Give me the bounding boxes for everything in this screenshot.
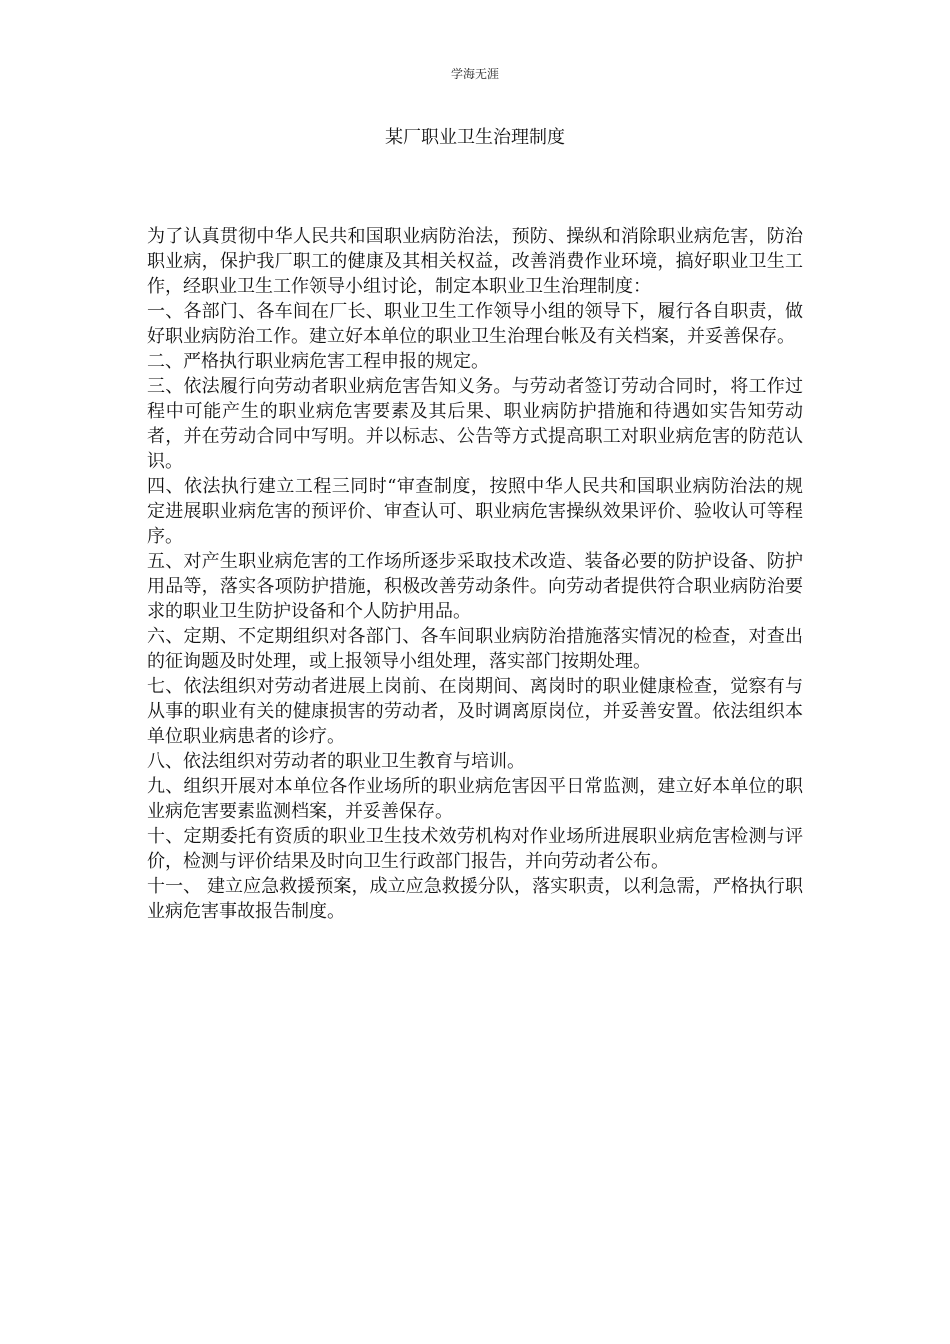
document-body [147,224,803,924]
page-header: 学海无涯 [450,67,499,81]
paragraph-item-9: 九、组织开展对本单位各作业场所的职业病危害因平日常监测，建立好本单位的职业病危害要素监测档案，并妥善保存。 [147,776,803,822]
paragraph-item-10: 十、定期委托有资质的职业卫生技术效劳机构对作业场所进展职业病危害检测与评价，检测与评价结果及时向卫生行政部门报告，并向劳动者公布。 [147,826,803,872]
paragraph-item-1: 一、各部门、各车间在厂长、职业卫生工作领导小组的领导下，履行各自职责，做好职业病防治工作。建立好本单位的职业卫生治理台帐及有关档案，并妥善保存。 [147,301,803,347]
paragraph-item-5: 五、对产生职业病危害的工作场所逐步采取技术改造、装备必要的防护设备、防护用品等，落实各项防护措施，积极改善劳动条件。向劳动者提供符合职业病防治要求的职业卫生防护设备和个人防护用品。 [147,551,803,622]
paragraph-item-4: 四、依法执行建立工程三同时“审查制度，按照中华人民共和国职业病防治法的规定进展职业病危害的预评价、审查认可、职业病危害操纵效果评价、验收认可等程序。 [147,476,803,547]
paragraph-item-7: 七、依法组织对劳动者进展上岗前、在岗期间、离岗时的职业健康检查，觉察有与从事的职业有关的健康损害的劳动者，及时调离原岗位，并妥善安置。依法组织本单位职业病患者的诊疗。 [147,676,803,747]
document-title: 某厂职业卫生治理制度 [385,127,565,148]
paragraph-item-11: 十一、 建立应急救援预案，成立应急救援分队，落实职责，以利急需，严格执行职业病危害事故报告制度。 [147,876,803,922]
paragraph-intro: 为了认真贯彻中华人民共和国职业病防治法，预防、操纵和消除职业病危害，防治职业病，保护我厂职工的健康及其相关权益，改善消费作业环境，搞好职业卫生工作，经职业卫生工作领导小组讨论，制定本职业卫生治理制度： [147,226,803,297]
paragraph-item-2: 二、严格执行职业病危害工程申报的规定。 [147,351,489,372]
paragraph-item-3: 三、依法履行向劳动者职业病危害告知义务。与劳动者签订劳动合同时，将工作过程中可能产生的职业病危害要素及其后果、职业病防护措施和待遇如实告知劳动者，并在劳动合同中写明。并以标志、公告等方式提高职工对职业病危害的防范认识。 [147,376,803,472]
paragraph-item-8: 八、依法组织对劳动者的职业卫生教育与培训。 [147,751,525,772]
paragraph-item-6: 六、定期、不定期组织对各部门、各车间职业病防治措施落实情况的检查，对查出的征询题及时处理，或上报领导小组处理，落实部门按期处理。 [147,626,803,672]
